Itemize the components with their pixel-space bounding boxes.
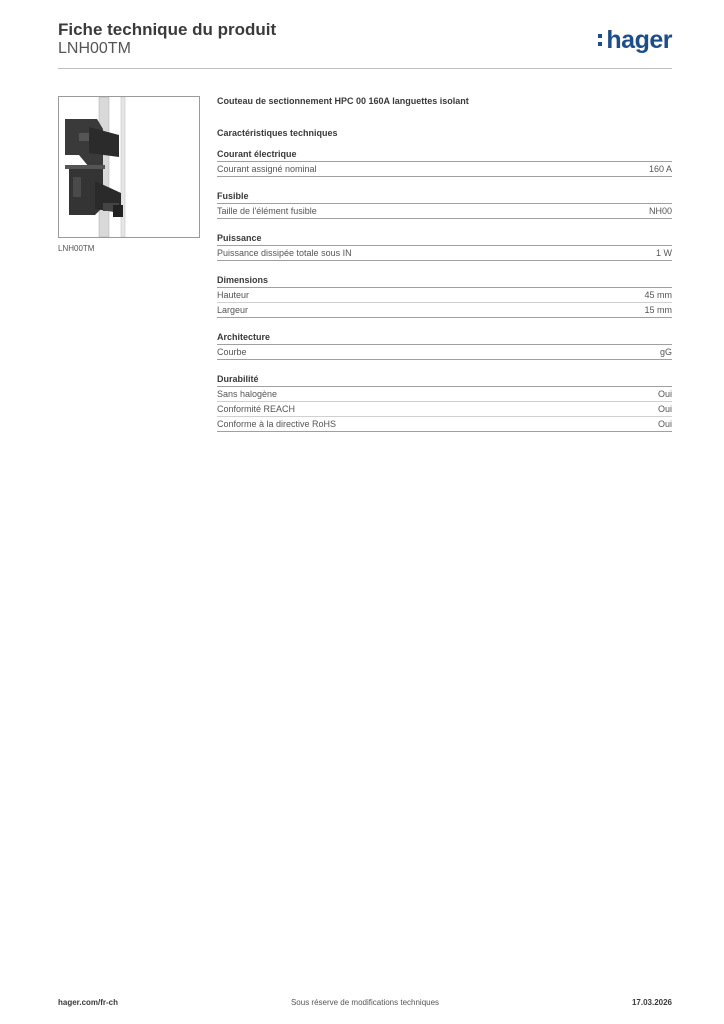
footer-date: 17.03.2026 [631, 998, 672, 1007]
spec-label: Courant assigné nominal [217, 164, 317, 174]
spec-value: Oui [657, 419, 672, 429]
spec-value: NH00 [648, 206, 672, 216]
spec-group-title: Dimensions [217, 275, 672, 288]
spec-value: Oui [657, 389, 672, 399]
spec-row [217, 345, 672, 360]
spec-row [217, 303, 672, 318]
spec-label: Conformité REACH [217, 404, 296, 414]
spec-group [217, 275, 672, 318]
spec-row [217, 204, 672, 219]
spec-row [217, 162, 672, 177]
spec-label: Largeur [217, 305, 249, 315]
spec-group-title: Fusible [217, 191, 672, 204]
spec-group-title: Courant électrique [217, 149, 672, 162]
specs-heading: Caractéristiques techniques [217, 128, 338, 138]
page-header [58, 20, 672, 70]
spec-row [217, 417, 672, 432]
spec-group [217, 233, 672, 261]
hager-logo [598, 26, 672, 55]
spec-value: 45 mm [644, 290, 672, 300]
spec-group-title: Architecture [217, 332, 672, 345]
spec-value: Oui [657, 404, 672, 414]
footer-website: hager.com/fr-ch [58, 998, 119, 1007]
spec-group [217, 332, 672, 360]
spec-group [217, 149, 672, 177]
product-description: Couteau de sectionnement HPC 00 160A languettes isolant [217, 96, 469, 106]
image-caption: LNH00TM [58, 244, 95, 253]
spec-value: 160 A [648, 164, 672, 174]
spec-row [217, 246, 672, 261]
spec-row [217, 288, 672, 303]
logo-dots-icon [598, 34, 603, 50]
product-reference: LNH00TM [58, 40, 131, 57]
spec-label: Courbe [217, 347, 247, 357]
spec-group-title: Durabilité [217, 374, 672, 387]
spec-label: Conforme à la directive RoHS [217, 419, 337, 429]
header-divider [58, 68, 672, 69]
spec-value: gG [659, 347, 672, 357]
spec-group-title: Puissance [217, 233, 672, 246]
spec-groups [217, 149, 672, 432]
document-title: Fiche technique du produit [58, 20, 277, 39]
spec-group [217, 374, 672, 432]
spec-value: 15 mm [644, 305, 672, 315]
spec-row [217, 387, 672, 402]
product-image [58, 96, 200, 238]
spec-label: Taille de l'élément fusible [217, 206, 317, 216]
spec-content [217, 96, 672, 446]
footer-disclaimer: Sous réserve de modifications techniques [290, 998, 440, 1007]
fuse-blade-illustration [59, 97, 199, 237]
spec-label: Hauteur [217, 290, 250, 300]
logo-text: hager [606, 26, 672, 54]
spec-row [217, 402, 672, 417]
spec-group [217, 191, 672, 219]
spec-label: Puissance dissipée totale sous IN [217, 248, 352, 258]
spec-value: 1 W [655, 248, 672, 258]
spec-label: Sans halogène [217, 389, 278, 399]
